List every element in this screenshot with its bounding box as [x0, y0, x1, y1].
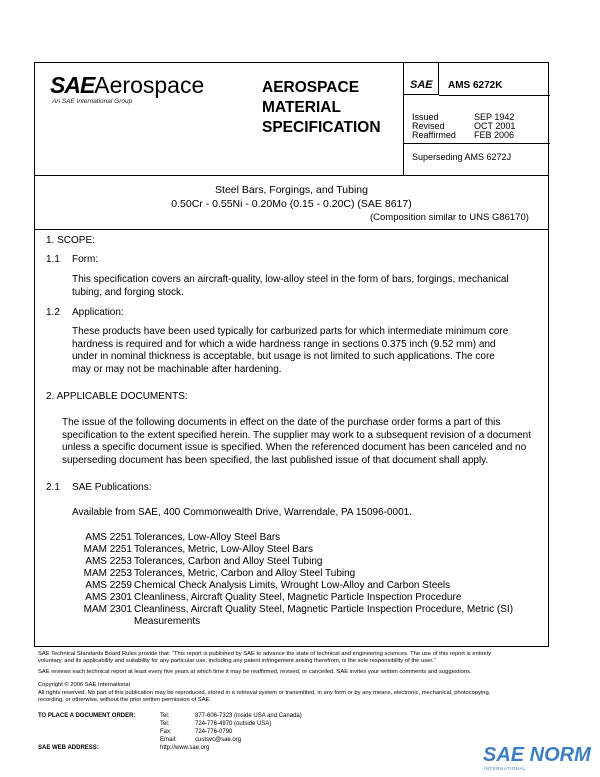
sae-address: Available from SAE, 400 Commonwealth Drive, Warrendale, PA 15096-0001.: [72, 507, 412, 518]
fax-label: Fax:: [160, 729, 172, 735]
superseding-note: Superseding AMS 6272J: [412, 152, 512, 162]
tel-label: Tel:: [160, 713, 170, 719]
tel-value: 877-606-7323 (inside USA and Canada): [195, 713, 302, 719]
form-paragraph: This specification covers an aircraft-quality, low-alloy steel in the form of bars, forgings, mechanical tubing, and forging stock.: [72, 274, 509, 298]
publication-title: Tolerances, Metric, Low-Alloy Steel Bars: [134, 544, 313, 555]
sae-norm-sub: INTERNATIONAL: [484, 766, 527, 771]
sae-norm-logo: [483, 742, 591, 777]
section-number-1-1: 1.1: [46, 254, 60, 265]
section-heading-applicable-documents: 2. APPLICABLE DOCUMENTS:: [46, 391, 188, 402]
tel2-label: Tel:: [160, 721, 170, 727]
revised-label: Revised: [412, 121, 445, 131]
material-title: Steel Bars, Forgings, and Tubing: [215, 184, 368, 196]
sae-aerospace-logo: SAEAerospace: [50, 72, 205, 98]
email-label: Email:: [160, 737, 177, 743]
publication-code: MAM 2251: [83, 544, 132, 555]
application-paragraph: These products have been used typically for carburized parts for which intermediate minimum core hardness is required and for which a wide hardness range in sections 0.375 inch (9.52 mm) and under in nominal thickness is acceptable, but usage is not limited to such applications. The core may or may not be machinable after hardening.: [72, 326, 509, 375]
revised-date: OCT 2001: [474, 121, 516, 131]
publication-title: Tolerances, Carbon and Alloy Steel Tubing: [134, 556, 323, 567]
dates-divider: [403, 143, 550, 144]
doc-number-divider: [439, 95, 550, 96]
page-title: AEROSPACE MATERIAL SPECIFICATION: [262, 79, 381, 136]
section-heading-sae-publications: SAE Publications:: [72, 482, 152, 493]
material-composition: 0.50Cr - 0.55Ni - 0.20Mo (0.15 - 0.20C) (SAE 8617): [171, 198, 412, 210]
footer-review-notice: SAE reviews each technical report at least every five years at which time it may be reaffirmed, revised, or cancelled. SAE invites your written comments and suggestions.: [38, 669, 472, 675]
sae-norm-mark-icon: [483, 742, 591, 772]
sae-norm-text: SAE NORM: [483, 744, 591, 766]
footer-copyright: Copyright © 2006 SAE International: [38, 682, 130, 688]
publication-code: AMS 2259: [85, 580, 132, 591]
fax-value: 724-776-0790: [195, 729, 233, 735]
publication-code: MAM 2253: [83, 568, 132, 579]
section-number-1-2: 1.2: [46, 307, 60, 318]
issued-label: Issued: [412, 112, 439, 122]
composition-note: (Composition similar to UNS G86170): [370, 212, 529, 223]
publication-code: AMS 2301: [85, 592, 132, 603]
publication-title: Cleanliness, Aircraft Quality Steel, Magnetic Particle Inspection Procedure, Metric (SI): [134, 604, 514, 615]
web-label: SAE WEB ADDRESS:: [38, 745, 99, 751]
footer-rights-notice: All rights reserved. No part of this publication may be reproduced, stored in a retrieval system or transmitted, in any form or by any means, electronic, mechanical, photocopying, recording, or otherwise, without the prior written permission of SAE.: [38, 690, 491, 704]
email-value[interactable]: custsvc@sae.org: [195, 737, 242, 743]
sae-mini-logo: SAE: [410, 79, 433, 91]
subtitle-divider: [35, 229, 548, 230]
web-link[interactable]: http://www.sae.org: [160, 745, 210, 751]
header-divider: [35, 175, 548, 176]
section-number-2-1: 2.1: [46, 482, 60, 493]
tel2-value: 724-776-4970 (outside USA): [195, 721, 272, 727]
reaffirmed-date: FEB 2006: [474, 130, 515, 140]
publication-code: AMS 2251: [85, 532, 132, 543]
reaffirmed-label: Reaffirmed: [412, 130, 456, 140]
publication-title: Tolerances, Metric, Carbon and Alloy Steel Tubing: [134, 568, 356, 579]
section-heading-scope: 1. SCOPE:: [46, 235, 95, 246]
applicable-documents-paragraph: The issue of the following documents in effect on the date of the purchase order forms a part of this specification to the extent specified herein. The supplier may work to a subsequent revision of a document unless a specific document issue is specified. When the referenced document has been canceled and no superseding document has been specified, the last published issue of that document shall apply.: [62, 417, 531, 466]
section-heading-application: Application:: [72, 307, 124, 318]
publication-code: AMS 2253: [85, 556, 132, 567]
logo-tagline: An SAE International Group: [52, 98, 133, 105]
order-label: TO PLACE A DOCUMENT ORDER:: [38, 713, 136, 719]
document-number: AMS 6272K: [448, 80, 503, 91]
publication-title: Chemical Check Analysis Limits, Wrought Low-Alloy and Carbon Steels: [134, 580, 451, 591]
footer-rules-notice: SAE Technical Standards Board Rules provide that: "This report is published by SAE to advance the state of technical and engineering sciences. The use of this report is entirely voluntary, and its applicability and suitability for any particular use, including any patent infringement arising therefrom, is the sole responsibility of the user.": [38, 651, 491, 665]
publication-title: Tolerances, Low-Alloy Steel Bars: [134, 532, 281, 543]
section-heading-form: Form:: [72, 254, 99, 265]
publication-code: MAM 2301: [83, 604, 132, 615]
publication-title: Cleanliness, Aircraft Quality Steel, Magnetic Particle Inspection Procedure: [134, 592, 462, 603]
issued-date: SEP 1942: [474, 112, 515, 122]
publication-title-continued: Measurements: [134, 616, 201, 627]
